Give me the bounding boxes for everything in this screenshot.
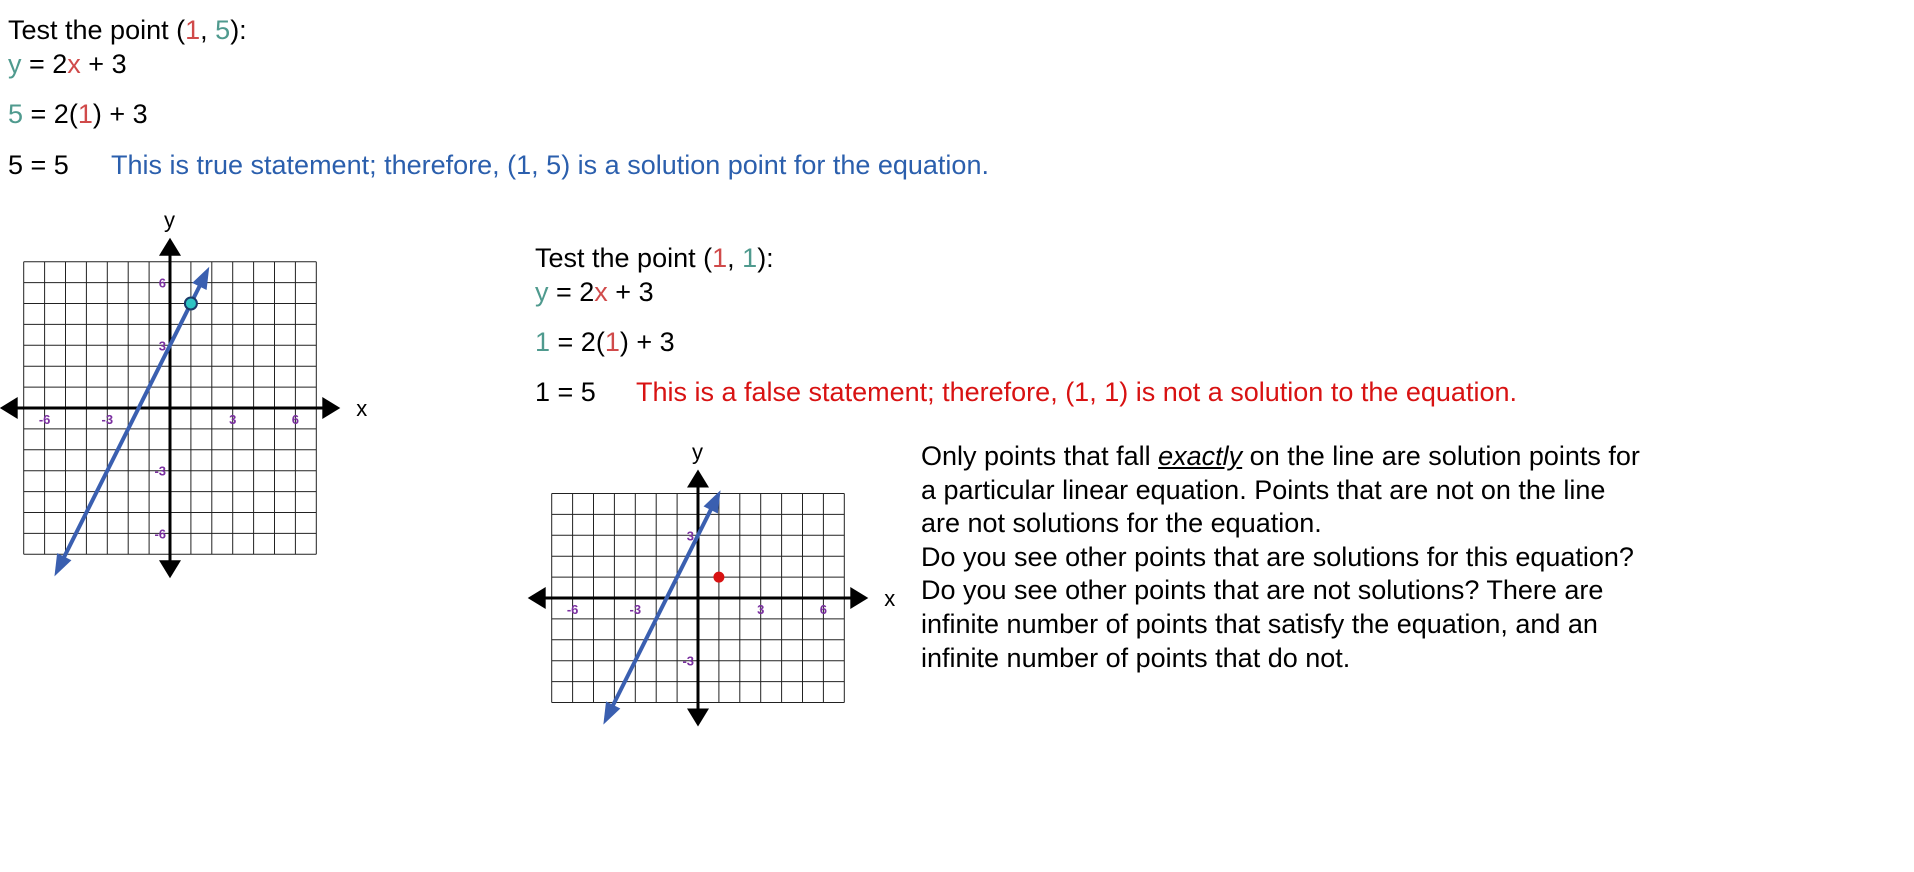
sub-y: 5 — [8, 99, 24, 129]
explanation-p3: Do you see other points that are not solutions? There are infinite number of points that satisfy the equation, and an infinite number of points that do not. — [921, 575, 1604, 673]
x-tick-label: -3 — [101, 412, 114, 427]
explanation-p1 — [921, 440, 1641, 541]
x-axis-arrow-right — [850, 587, 868, 609]
point-x-value: 1 — [712, 243, 728, 273]
example2-heading — [535, 242, 774, 274]
eq-y: y — [8, 49, 22, 79]
example1-result: 5 = 5 — [8, 150, 69, 180]
y-tick-label: -6 — [154, 526, 166, 542]
graph-solution-point — [0, 207, 380, 570]
y-axis-arrow-down — [687, 709, 709, 727]
point-y-value: 1 — [742, 243, 758, 273]
eq-x: x — [594, 277, 608, 307]
p1-before: Only points that fall — [921, 441, 1159, 471]
test-prefix: Test the point ( — [8, 15, 186, 45]
x-axis-label: x — [884, 586, 896, 611]
eq-mid: = 2 — [21, 49, 68, 79]
y-axis-label: y — [164, 207, 175, 233]
sub-end: ) + 3 — [92, 99, 148, 129]
example1-substitution — [8, 98, 148, 130]
y-tick-label: -3 — [154, 463, 166, 479]
eq-end: + 3 — [80, 49, 127, 79]
sub-x: 1 — [77, 99, 93, 129]
sub-end: ) + 3 — [619, 327, 675, 357]
solution-point — [185, 298, 197, 310]
x-tick-label: -6 — [566, 602, 579, 617]
example1-heading — [8, 14, 247, 46]
equation-line — [606, 496, 718, 720]
y-tick-label: 3 — [686, 528, 694, 544]
example1-equation — [8, 48, 127, 80]
equation-line-arrow-start — [603, 701, 620, 724]
eq-mid: = 2 — [548, 277, 595, 307]
sub-mid: = 2( — [23, 99, 78, 129]
test-suffix: ): — [757, 243, 774, 273]
point-y-value: 5 — [215, 15, 231, 45]
test-prefix: Test the point ( — [535, 243, 713, 273]
y-axis-arrow-up — [687, 470, 709, 488]
non-solution-point — [713, 572, 724, 583]
comma: , — [727, 243, 743, 273]
graph-non-solution-point — [520, 435, 900, 735]
y-axis-label: y — [692, 439, 703, 465]
x-tick-label: -6 — [38, 412, 51, 427]
explanation-p2: Do you see other points that are solutions for this equation? — [921, 541, 1634, 572]
y-tick-label: -3 — [682, 653, 694, 669]
x-axis-arrow-right — [322, 397, 340, 419]
equation-line-arrow-start — [54, 553, 71, 576]
p1-after: on the line are solution points for a particular linear equation. Points that are not on the line are not solutions for the equation. — [921, 441, 1640, 539]
y-axis-arrow-up — [159, 238, 181, 256]
x-tick-label: 6 — [819, 602, 828, 617]
eq-end: + 3 — [607, 277, 654, 307]
x-axis-label: x — [356, 396, 368, 421]
eq-y: y — [535, 277, 549, 307]
sub-x: 1 — [604, 327, 620, 357]
example2-substitution — [535, 326, 675, 358]
x-tick-label: 3 — [757, 602, 765, 617]
x-axis-arrow-left — [0, 397, 18, 419]
sub-y: 1 — [535, 327, 551, 357]
eq-x: x — [67, 49, 81, 79]
x-tick-label: 3 — [229, 412, 237, 427]
y-tick-label: 6 — [158, 275, 166, 291]
x-axis-arrow-left — [528, 587, 546, 609]
p1-emphasis: exactly — [1158, 441, 1243, 471]
example1-conclusion: This is true statement; therefore, (1, 5) is a solution point for the equation. — [111, 150, 989, 180]
point-x-value: 1 — [185, 15, 201, 45]
equation-line — [57, 272, 206, 571]
example2-conclusion: This is a false statement; therefore, (1, 1) is not a solution to the equation. — [636, 377, 1517, 407]
explanation-text — [921, 440, 1641, 675]
test-suffix: ): — [230, 15, 247, 45]
y-axis-arrow-down — [159, 560, 181, 578]
comma: , — [200, 15, 216, 45]
example2-equation — [535, 276, 654, 308]
y-tick-label: 3 — [158, 338, 166, 354]
example2-result: 1 = 5 — [535, 377, 596, 407]
x-tick-label: 6 — [291, 412, 300, 427]
x-tick-label: -3 — [629, 602, 642, 617]
equation-line-arrow-end — [192, 267, 209, 290]
sub-mid: = 2( — [550, 327, 605, 357]
